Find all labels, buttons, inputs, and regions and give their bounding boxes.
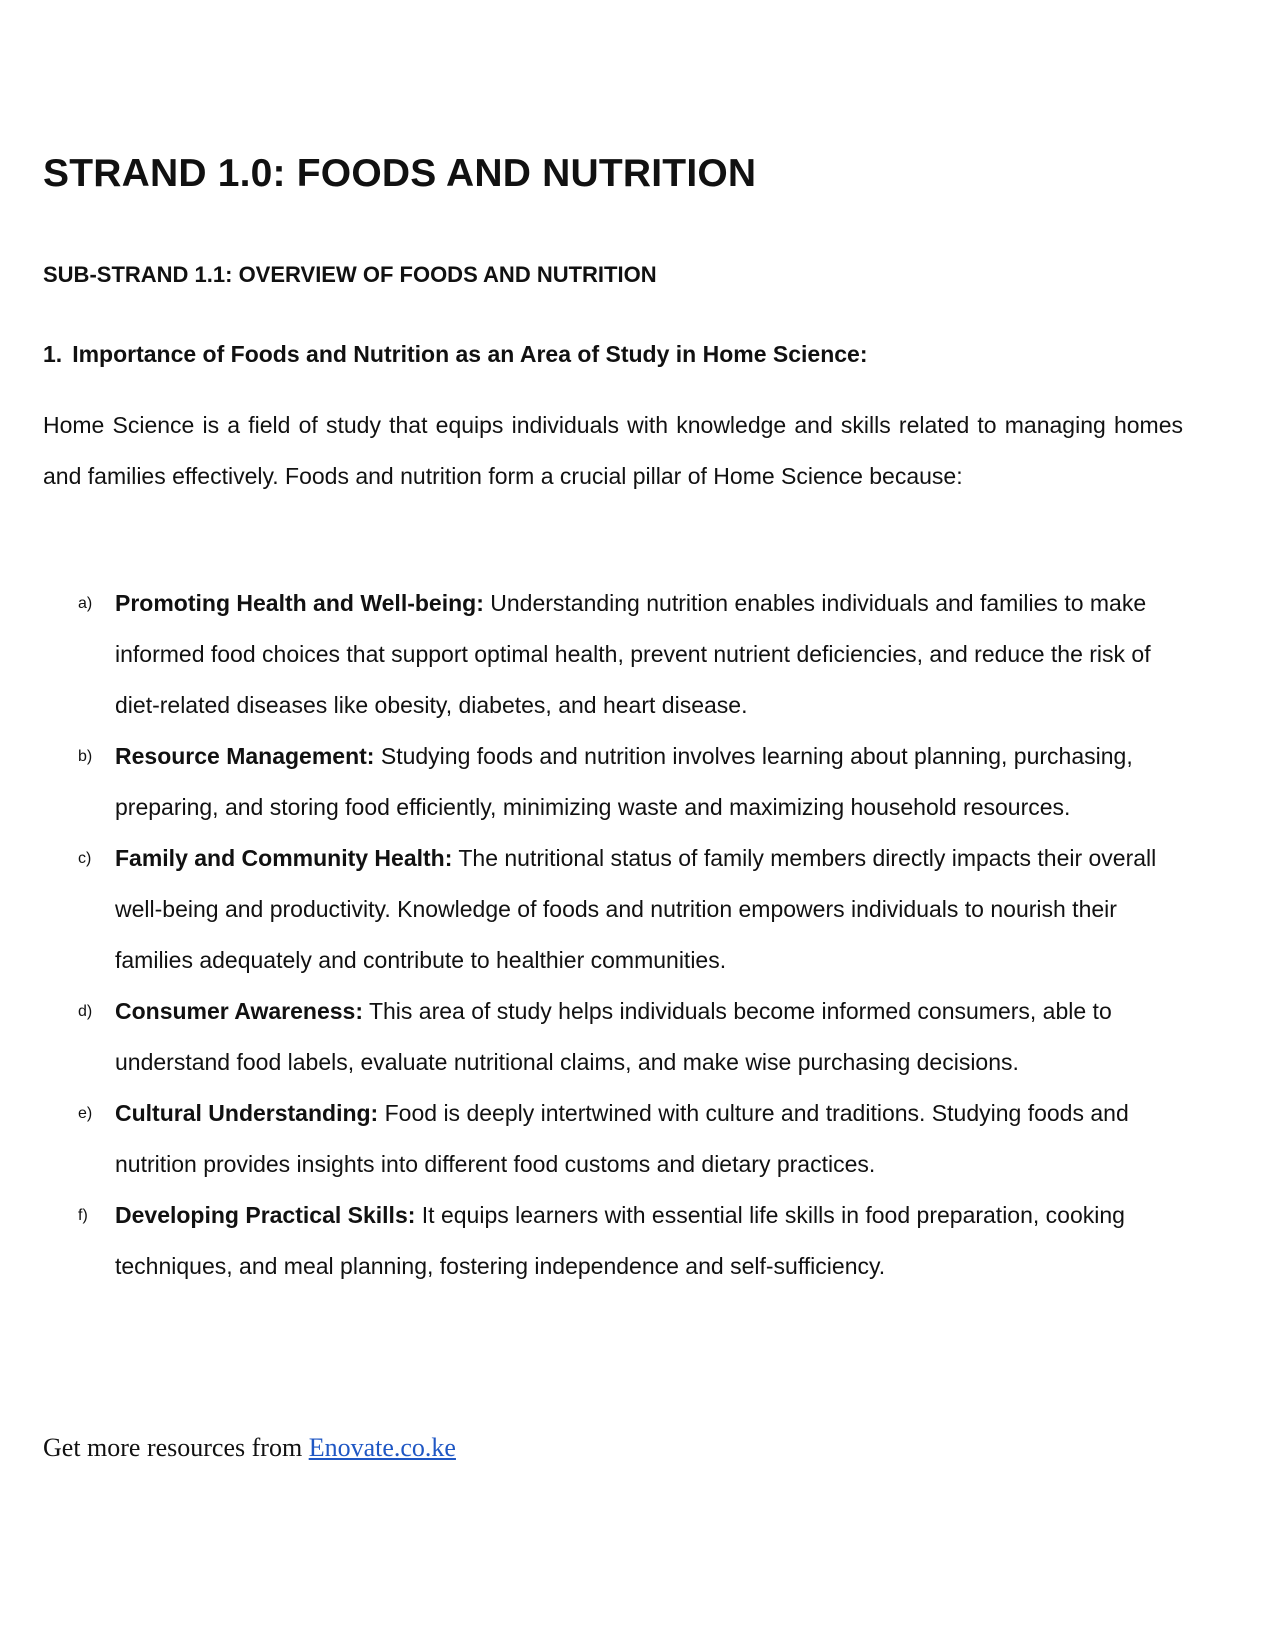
reason-text: Food is deeply intertwined with culture and traditions. Studying foods and nutrition provides insights into different food customs and dietary practices.	[115, 1100, 1129, 1177]
list-item	[0, 1190, 1175, 1292]
list-marker: f)	[78, 1207, 88, 1224]
reason-text: It equips learners with essential life skills in food preparation, cooking techniques, and meal planning, fostering independence and self-sufficiency.	[115, 1202, 1125, 1279]
reason-text: The nutritional status of family members directly impacts their overall well-being and productivity. Knowledge of foods and nutrition empowers individuals to nourish their families adequately and contribute to healthier communities.	[115, 845, 1157, 973]
section-heading-text: Importance of Foods and Nutrition as an Area of Study in Home Science:	[72, 341, 868, 367]
list-marker: b)	[78, 748, 93, 765]
list-marker: d)	[78, 1003, 93, 1020]
list-item	[0, 578, 1175, 731]
reason-text: Studying foods and nutrition involves learning about planning, purchasing, preparing, and storing food efficiently, minimizing waste and maximizing household resources.	[115, 743, 1133, 820]
reason-term: Cultural Understanding:	[115, 1100, 379, 1126]
reason-term: Family and Community Health:	[115, 845, 453, 871]
intro-paragraph: Home Science is a field of study that equips individuals with knowledge and skills related to managing homes and families effectively. Foods and nutrition form a crucial pillar of Home Science because:	[43, 412, 1183, 489]
list-marker: a)	[78, 595, 93, 612]
list-marker: c)	[78, 850, 92, 867]
footer-prefix: Get more resources from	[43, 1433, 309, 1462]
list-item	[0, 731, 1175, 833]
reason-term: Resource Management:	[115, 743, 375, 769]
strand-title: STRAND 1.0: FOODS AND NUTRITION	[43, 152, 757, 195]
enovate-link[interactable]: Enovate.co.ke	[308, 1433, 456, 1462]
reasons-list	[0, 578, 1275, 1292]
list-item	[0, 1088, 1175, 1190]
reason-text: Understanding nutrition enables individuals and families to make informed food choices that support optimal health, prevent nutrient deficiencies, and reduce the risk of diet-related diseases like obesity, diabetes, and heart disease.	[115, 590, 1151, 718]
list-item	[0, 986, 1175, 1088]
reason-term: Developing Practical Skills:	[115, 1202, 416, 1228]
reason-term: Promoting Health and Well-being:	[115, 590, 484, 616]
section-number: 1.	[43, 341, 63, 367]
reason-text: This area of study helps individuals become informed consumers, able to understand food labels, evaluate nutritional claims, and make wise purchasing decisions.	[115, 998, 1112, 1075]
list-item	[0, 833, 1175, 986]
list-marker: e)	[78, 1105, 93, 1122]
section-heading	[43, 341, 868, 369]
reason-term: Consumer Awareness:	[115, 998, 363, 1024]
footer	[43, 1433, 456, 1463]
substrand-title: SUB-STRAND 1.1: OVERVIEW OF FOODS AND NUTRITION	[43, 262, 657, 287]
